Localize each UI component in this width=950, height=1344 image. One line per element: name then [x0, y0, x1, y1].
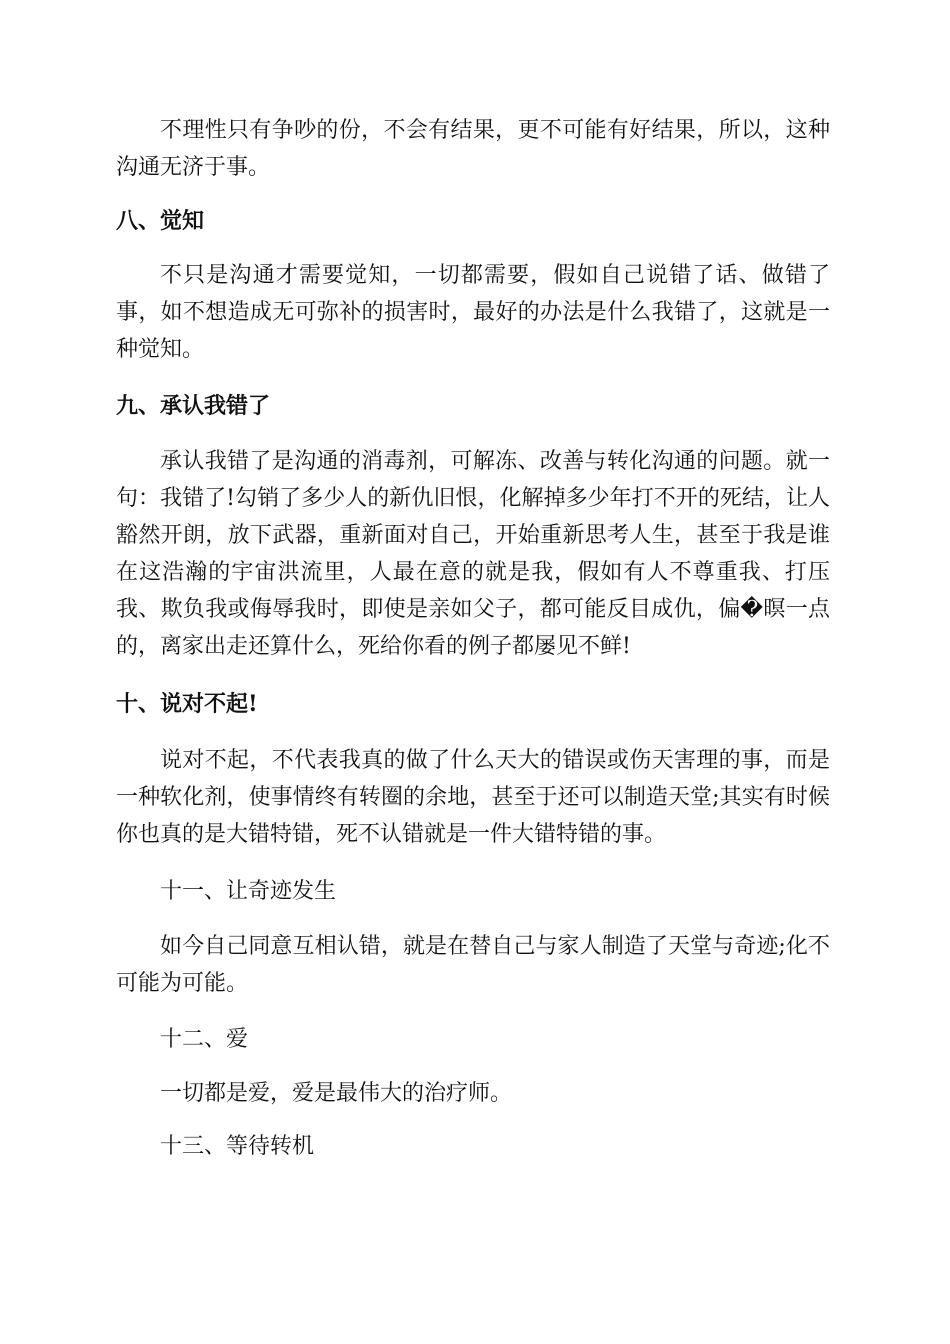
- paragraph-irrational: 不理性只有争吵的份，不会有结果，更不可能有好结果，所以，这种沟通无济于事。: [116, 118, 830, 180]
- heading-say-sorry: 十、说对不起!: [116, 691, 258, 717]
- heading-admit-wrong: 九、承认我错了: [116, 393, 271, 419]
- heading-love: 十二、爱: [160, 1027, 249, 1052]
- heading-miracle: 十一、让奇迹发生: [160, 879, 337, 904]
- paragraph-miracle: 如今自己同意互相认错，就是在替自己与家人制造了天堂与奇迹;化不可能为可能。: [116, 934, 830, 996]
- paragraph-awareness: 不只是沟通才需要觉知，一切都需要，假如自己说错了话、做错了事，如不想造成无可弥补的损害时，最好的办法是什么我错了，这就是一种觉知。: [116, 263, 830, 362]
- heading-turning-point: 十三、等待转机: [160, 1134, 315, 1159]
- paragraph-admit-wrong: 承认我错了是沟通的消毒剂，可解冻、改善与转化沟通的问题。就一句：我错了!勾销了多少人的新仇旧恨，化解掉多少年打不开的死结，让人豁然开朗，放下武器，重新面对自己，开始重新思考人生，甚至于我是谁在这浩瀚的宇宙洪流里，人最在意的就是我，假如有人不尊重我、打压我、欺负我或侮辱我时，即使是亲如父子，都可能反目成仇，偏�暝一点的，离家出走还算什么，死给你看的例子都屡见不鲜!: [116, 449, 830, 659]
- paragraph-love: 一切都是爱，爱是最伟大的治疗师。: [160, 1081, 513, 1106]
- heading-awareness: 八、觉知: [116, 208, 205, 234]
- paragraph-say-sorry: 说对不起，不代表我真的做了什么天大的错误或伤天害理的事，而是一种软化剂，使事情终有转圈的余地，甚至于还可以制造天堂;其实有时候你也真的是大错特错，死不认错就是一件大错特错的事。: [116, 748, 830, 847]
